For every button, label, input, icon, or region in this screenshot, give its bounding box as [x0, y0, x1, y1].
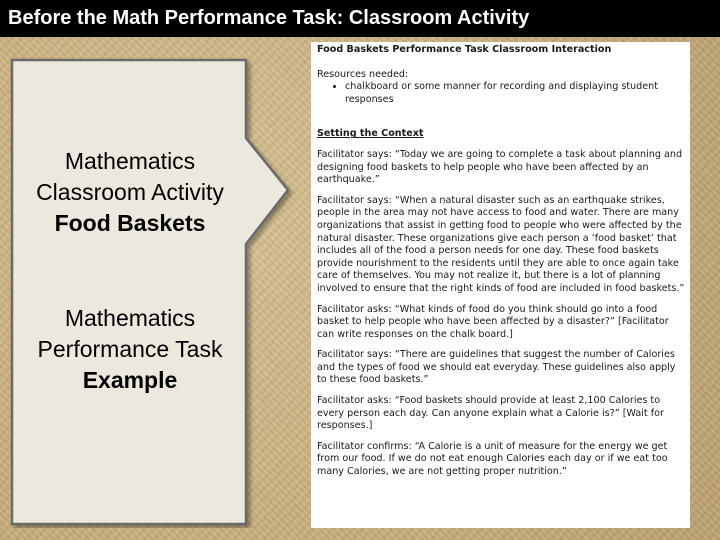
- facilitator-paragraph: Facilitator says: “When a natural disaster such as an earthquake strikes, people in the area may not have access to food and water. There are many organizations that assist in getting food to people who were affected by the natural disaster. These organizations give each person a ‘food basket’ that includes all of the food a person needs for one day. These food baskets provide nourishment to the residents until they are able to once again take care of themselves. You may not realize it, but there is a lot of planning involved to ensure that the right kinds of food are included in food baskets.”: [317, 194, 685, 294]
- callout-shape: [10, 58, 300, 528]
- callout-line-bold: Food Baskets: [54, 210, 206, 236]
- callout-line: Performance Task: [37, 336, 223, 362]
- resources-list: [345, 81, 686, 106]
- resource-item: • chalkboard or some manner for recording and displaying student responses: [345, 81, 686, 106]
- facilitator-paragraph: Facilitator confirms: “A Calorie is a unit of measure for the energy we get from our food. If we do not eat enough Calories each day or if we eat too many Calories, we are not getting proper nutrition.”: [317, 440, 668, 478]
- section-heading: Setting the Context: [317, 128, 424, 140]
- callout-line: Classroom Activity: [36, 179, 224, 205]
- facilitator-paragraph: Facilitator asks: “Food baskets should provide at least 2,100 Calories to every person each day. Can anyone explain what a Calorie is?” [Wait for responses.]: [317, 395, 664, 432]
- callout-line: Mathematics: [64, 305, 196, 331]
- document-excerpt: [311, 42, 690, 528]
- callout-line-bold: Example: [82, 367, 178, 393]
- resources-label: Resources needed:: [317, 68, 409, 80]
- callout-box: [10, 58, 300, 528]
- callout-performance-task: [12, 303, 248, 396]
- facilitator-paragraph: Facilitator says: “There are guidelines that suggest the number of Calories and the types of food we should eat everyday. These guidelines also apply to these food baskets.”: [317, 349, 676, 386]
- document-title: Food Baskets Performance Task Classroom Interaction: [317, 44, 612, 55]
- slide-title: Before the Math Performance Task: Classroom Activity: [0, 0, 720, 37]
- facilitator-paragraph: Facilitator says: “Today we are going to complete a task about planning and designing food baskets to help people who have been affected by an earthquake.”: [317, 148, 683, 186]
- facilitator-paragraph: Facilitator asks: “What kinds of food do you think should go into a food basket to help people who have been affected by a disaster?” [Facilitator can write responses on the chalk board.]: [317, 303, 669, 340]
- callout-classroom-activity: [12, 146, 248, 239]
- callout-line: Mathematics: [64, 148, 196, 174]
